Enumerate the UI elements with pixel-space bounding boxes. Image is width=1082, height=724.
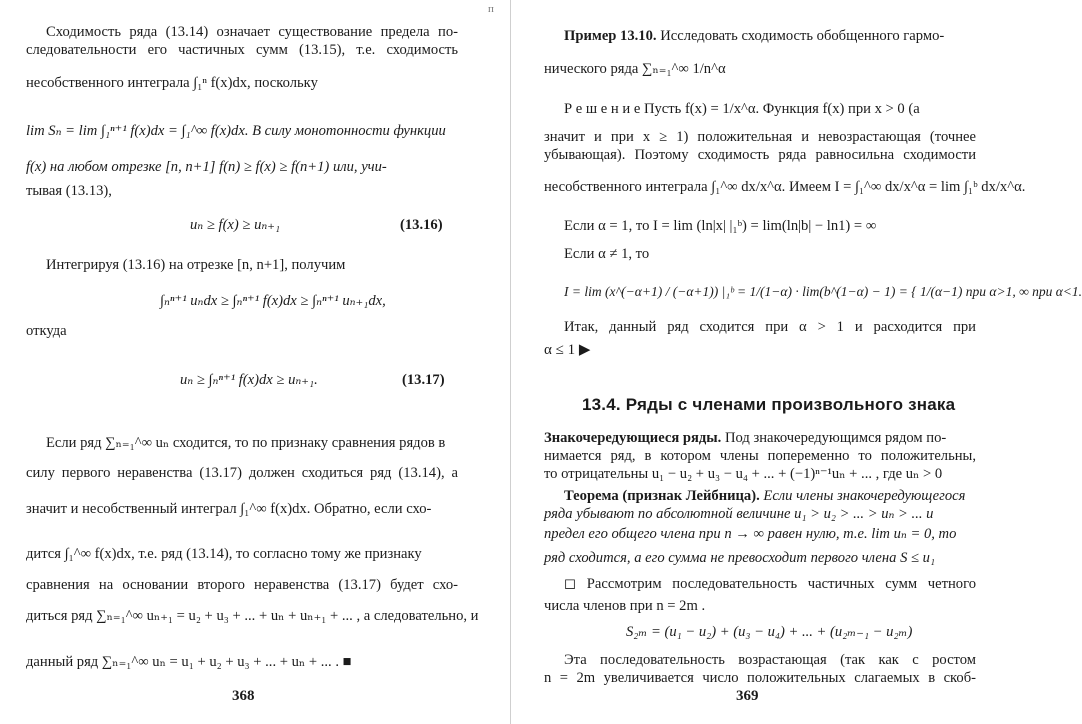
left-paragraph-4-line-6: диться ряд ∑ₙ₌₁^∞ uₙ₊₁ = u₂ + u₃ + ... + uₙ + uₙ₊₁ + ... , а следовательно, и bbox=[26, 608, 479, 624]
case-alpha-not-1-equation: I = lim (x^(−α+1) / (−α+1)) |₁ᵇ = 1/(1−α) · lim(b^(1−α) − 1) = { 1/(α−1) при α>1, ∞ при α<1. bbox=[564, 284, 1082, 299]
conclusion-line-1: Итак, данный ряд сходится при α > 1 и расходится при bbox=[564, 319, 976, 335]
left-paragraph-2: Интегрируя (13.16) на отрезке [n, n+1], получим bbox=[46, 257, 346, 273]
leibniz-theorem-line-1 bbox=[564, 487, 965, 505]
solution-line-2: значит и при x ≥ 1) положительная и невозрастающая (точнее bbox=[544, 129, 976, 145]
proof-line-1: ◻ Рассмотрим последовательность частичных сумм четного bbox=[564, 576, 976, 592]
example-13-10-line-2: нического ряда ∑ₙ₌₁^∞ 1/n^α bbox=[544, 61, 726, 77]
left-equation-13-16: uₙ ≥ f(x) ≥ uₙ₊₁ bbox=[190, 217, 281, 233]
last-paragraph-line-1: Эта последовательность возрастающая (так как с ростом bbox=[564, 652, 976, 668]
last-paragraph-line-2: n = 2m увеличивается число положительных слагаемых в скоб- bbox=[544, 670, 976, 686]
book-spine bbox=[510, 0, 511, 724]
leibniz-theorem-line-4: ряд сходится, а его сумма не превосходит первого члена S ≤ u₁ bbox=[544, 550, 936, 566]
header-mark: п bbox=[488, 3, 494, 15]
example-text: Исследовать сходимость обобщенного гармо- bbox=[660, 28, 945, 44]
left-equation-13-16-number: (13.16) bbox=[400, 217, 443, 233]
example-13-10-line-1 bbox=[564, 27, 944, 45]
case-alpha-not-1-label: Если α ≠ 1, то bbox=[564, 246, 650, 262]
conclusion-line-2: α ≤ 1 ▶ bbox=[544, 342, 591, 358]
leibniz-theorem-line-3: предел его общего члена при n → ∞ равен нулю, т.е. lim uₙ = 0, то bbox=[544, 526, 957, 542]
left-page bbox=[0, 0, 508, 724]
left-equation-integrals: ∫ₙⁿ⁺¹ uₙdx ≥ ∫ₙⁿ⁺¹ f(x)dx ≥ ∫ₙⁿ⁺¹ uₙ₊₁dx, bbox=[160, 293, 386, 309]
left-paragraph-4-line-2: силу первого неравенства (13.17) должен сходиться ряд (13.14), а bbox=[26, 465, 458, 481]
left-paragraph-4-line-3: значит и несобственный интеграл ∫₁^∞ f(x)dx. Обратно, если схо- bbox=[26, 501, 432, 517]
alternating-series-term: Знакочередующиеся ряды. bbox=[544, 430, 722, 446]
leibniz-theorem-line-2: ряда убывают по абсолютной величине u₁ > u₂ > ... > uₙ > ... и bbox=[544, 506, 934, 522]
proof-line-2: числа членов при n = 2m . bbox=[544, 598, 706, 614]
left-paragraph-1-line-2: следовательности его частичных сумм (13.15), т.е. сходимость bbox=[26, 42, 458, 58]
left-page-number: 368 bbox=[232, 688, 255, 704]
left-paragraph-4-line-7: данный ряд ∑ₙ₌₁^∞ uₙ = u₁ + u₂ + u₃ + ... + uₙ + ... . ■ bbox=[26, 654, 352, 670]
section-13-4-heading: 13.4. Ряды с членами произвольного знака bbox=[582, 395, 956, 414]
solution-line-3: убывающая). Поэтому сходимость ряда равносильна сходимости bbox=[544, 147, 976, 163]
left-paragraph-1-line-6: тывая (13.13), bbox=[26, 183, 112, 199]
left-paragraph-4-line-1: Если ряд ∑ₙ₌₁^∞ uₙ сходится, то по признаку сравнения рядов в bbox=[46, 435, 446, 451]
left-paragraph-4-line-5: сравнения на основании второго неравенства (13.17) будет схо- bbox=[26, 577, 458, 593]
left-paragraph-1-line-5: f(x) на любом отрезке [n, n+1] f(n) ≥ f(x) ≥ f(n+1) или, учи- bbox=[26, 159, 387, 175]
left-equation-13-17: uₙ ≥ ∫ₙⁿ⁺¹ f(x)dx ≥ uₙ₊₁. bbox=[180, 372, 318, 388]
solution-line-4: несобственного интеграла ∫₁^∞ dx/x^α. Имеем I = ∫₁^∞ dx/x^α = lim ∫₁ᵇ dx/x^α. bbox=[544, 179, 1026, 195]
case-alpha-equals-1: Если α = 1, то I = lim (ln|x| |₁ᵇ) = lim(ln|b| − ln1) = ∞ bbox=[564, 218, 877, 234]
right-page-number: 369 bbox=[736, 688, 759, 704]
leibniz-theorem-text: Если члены знакочередующегося bbox=[763, 488, 966, 504]
leibniz-theorem-label: Теорема (признак Лейбница). bbox=[564, 488, 760, 504]
left-formula-limit: lim Sₙ = lim ∫₁ⁿ⁺¹ f(x)dx = ∫₁^∞ f(x)dx. В силу монотонности функции bbox=[26, 123, 446, 139]
solution-line-1: Р е ш е н и е Пусть f(x) = 1/x^α. Функция f(x) при x > 0 (а bbox=[564, 101, 920, 117]
left-paragraph-1-line-1: Сходимость ряда (13.14) означает существование предела по- bbox=[46, 24, 458, 40]
alternating-series-line-1 bbox=[544, 429, 946, 447]
example-label: Пример 13.10. bbox=[564, 28, 657, 44]
left-word-otkuda: откуда bbox=[26, 323, 67, 339]
alternating-series-definition: Под знакочередующимся рядом по- bbox=[724, 430, 947, 446]
left-paragraph-4-line-4: дится ∫₁^∞ f(x)dx, т.е. ряд (13.14), то согласно тому же признаку bbox=[26, 546, 422, 562]
alternating-series-line-3: то отрицательны u₁ − u₂ + u₃ − u₄ + ... + (−1)ⁿ⁻¹uₙ + ... , где uₙ > 0 bbox=[544, 466, 943, 482]
equation-partial-sum-s2m: S₂ₘ = (u₁ − u₂) + (u₃ − u₄) + ... + (u₂ₘ₋₁ − u₂ₘ) bbox=[626, 624, 913, 640]
right-page bbox=[516, 0, 1082, 724]
left-equation-13-17-number: (13.17) bbox=[402, 372, 445, 388]
left-paragraph-1-line-3: несобственного интеграла ∫₁ⁿ f(x)dx, поскольку bbox=[26, 75, 318, 91]
alternating-series-line-2: нимается ряд, в котором члены попеременно то положительны, bbox=[544, 448, 976, 464]
